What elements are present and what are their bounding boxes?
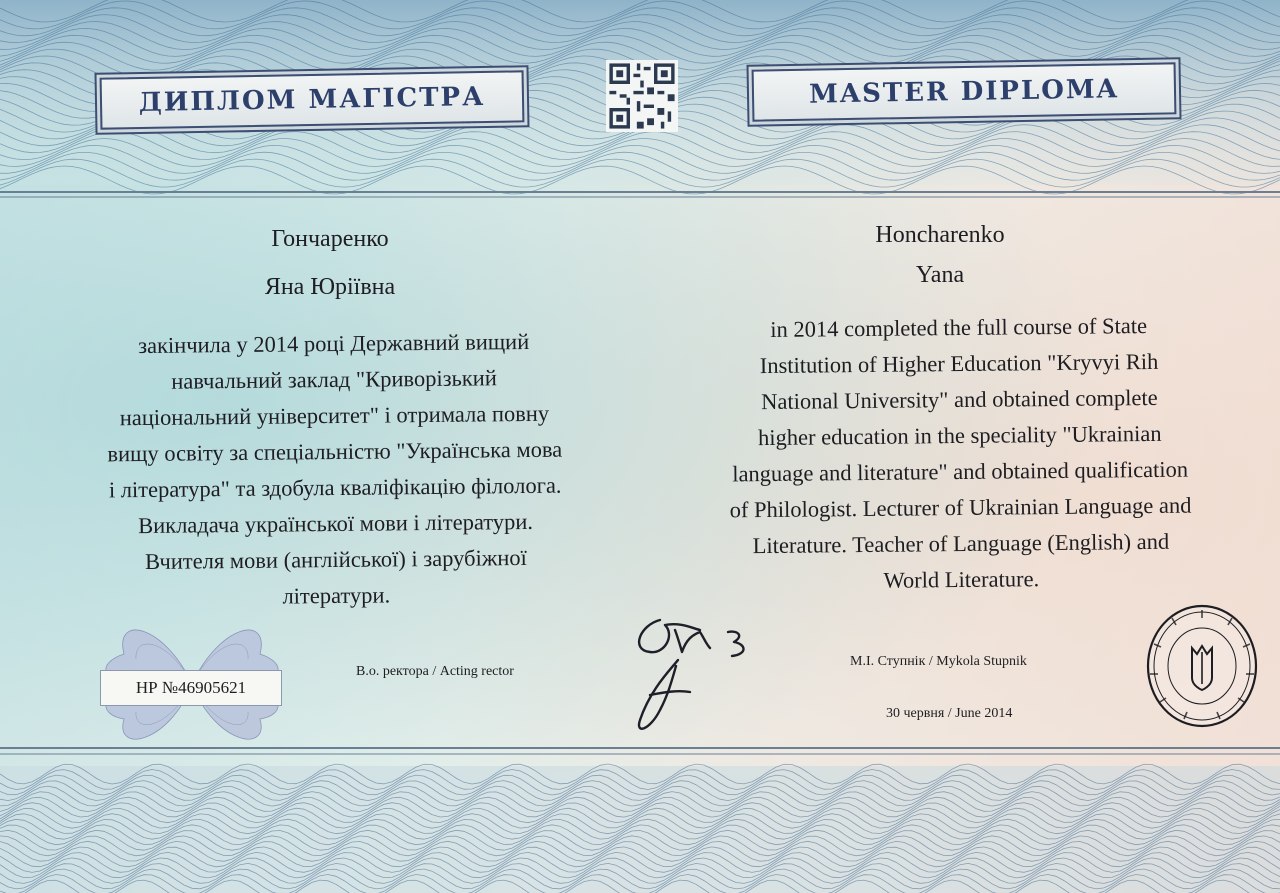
- title-ukrainian: ДИПЛОМ МАГІСТРА: [100, 70, 525, 129]
- serial-number: НР №46905621: [100, 670, 282, 706]
- given-names-ukrainian: Яна Юріївна: [264, 274, 396, 300]
- statement-line: закінчила у 2014 році Державний вищий: [138, 328, 530, 359]
- qr-code-icon: [606, 60, 678, 132]
- rector-signature: [620, 600, 770, 750]
- statement-line: і література" та здобула кваліфікацію філолога.: [108, 472, 562, 503]
- title-english: MASTER DIPLOMA: [752, 62, 1177, 121]
- statement-line: World Literature.: [883, 566, 1040, 593]
- official-seal-icon: [1146, 604, 1258, 728]
- statement-line: літератури.: [282, 582, 391, 609]
- statement-line: in 2014 completed the full course of State: [770, 313, 1148, 342]
- surname-english: Honcharenko: [875, 222, 1005, 248]
- statement-english: [679, 307, 1242, 601]
- given-names-english: Yana: [915, 262, 965, 288]
- issue-date: 30 червня / June 2014: [886, 706, 1013, 721]
- statement-line: National University" and obtained complete: [761, 384, 1158, 415]
- acting-rector-label: В.о. ректора / Acting rector: [356, 664, 514, 679]
- statement-line: higher education in the speciality "Ukrainian: [757, 420, 1162, 451]
- statement-line: of Philologist. Lecturer of Ukrainian Language and: [729, 492, 1192, 523]
- statement-line: language and literature" and obtained qualification: [732, 456, 1189, 487]
- statement-line: Викладача української мови і літератури.: [138, 508, 534, 539]
- statement-line: національний університет" і отримала повну: [119, 400, 550, 431]
- statement-line: вищу освіту за спеціальністю "Українська мова: [107, 436, 563, 467]
- statement-line: Institution of Higher Education "Kryvyi Rih: [759, 348, 1159, 379]
- bottom-guilloche-band: [0, 740, 1280, 893]
- statement-line: навчальний заклад "Криворізький: [171, 365, 497, 394]
- statement-line: Literature. Teacher of Language (English) and: [752, 528, 1170, 559]
- statement-ukrainian: [69, 323, 602, 617]
- surname-ukrainian: Гончаренко: [271, 226, 389, 252]
- signer-name: М.І. Ступнік / Mykola Stupnik: [850, 654, 1027, 669]
- statement-line: Вчителя мови (англійської) і зарубіжної: [144, 544, 527, 574]
